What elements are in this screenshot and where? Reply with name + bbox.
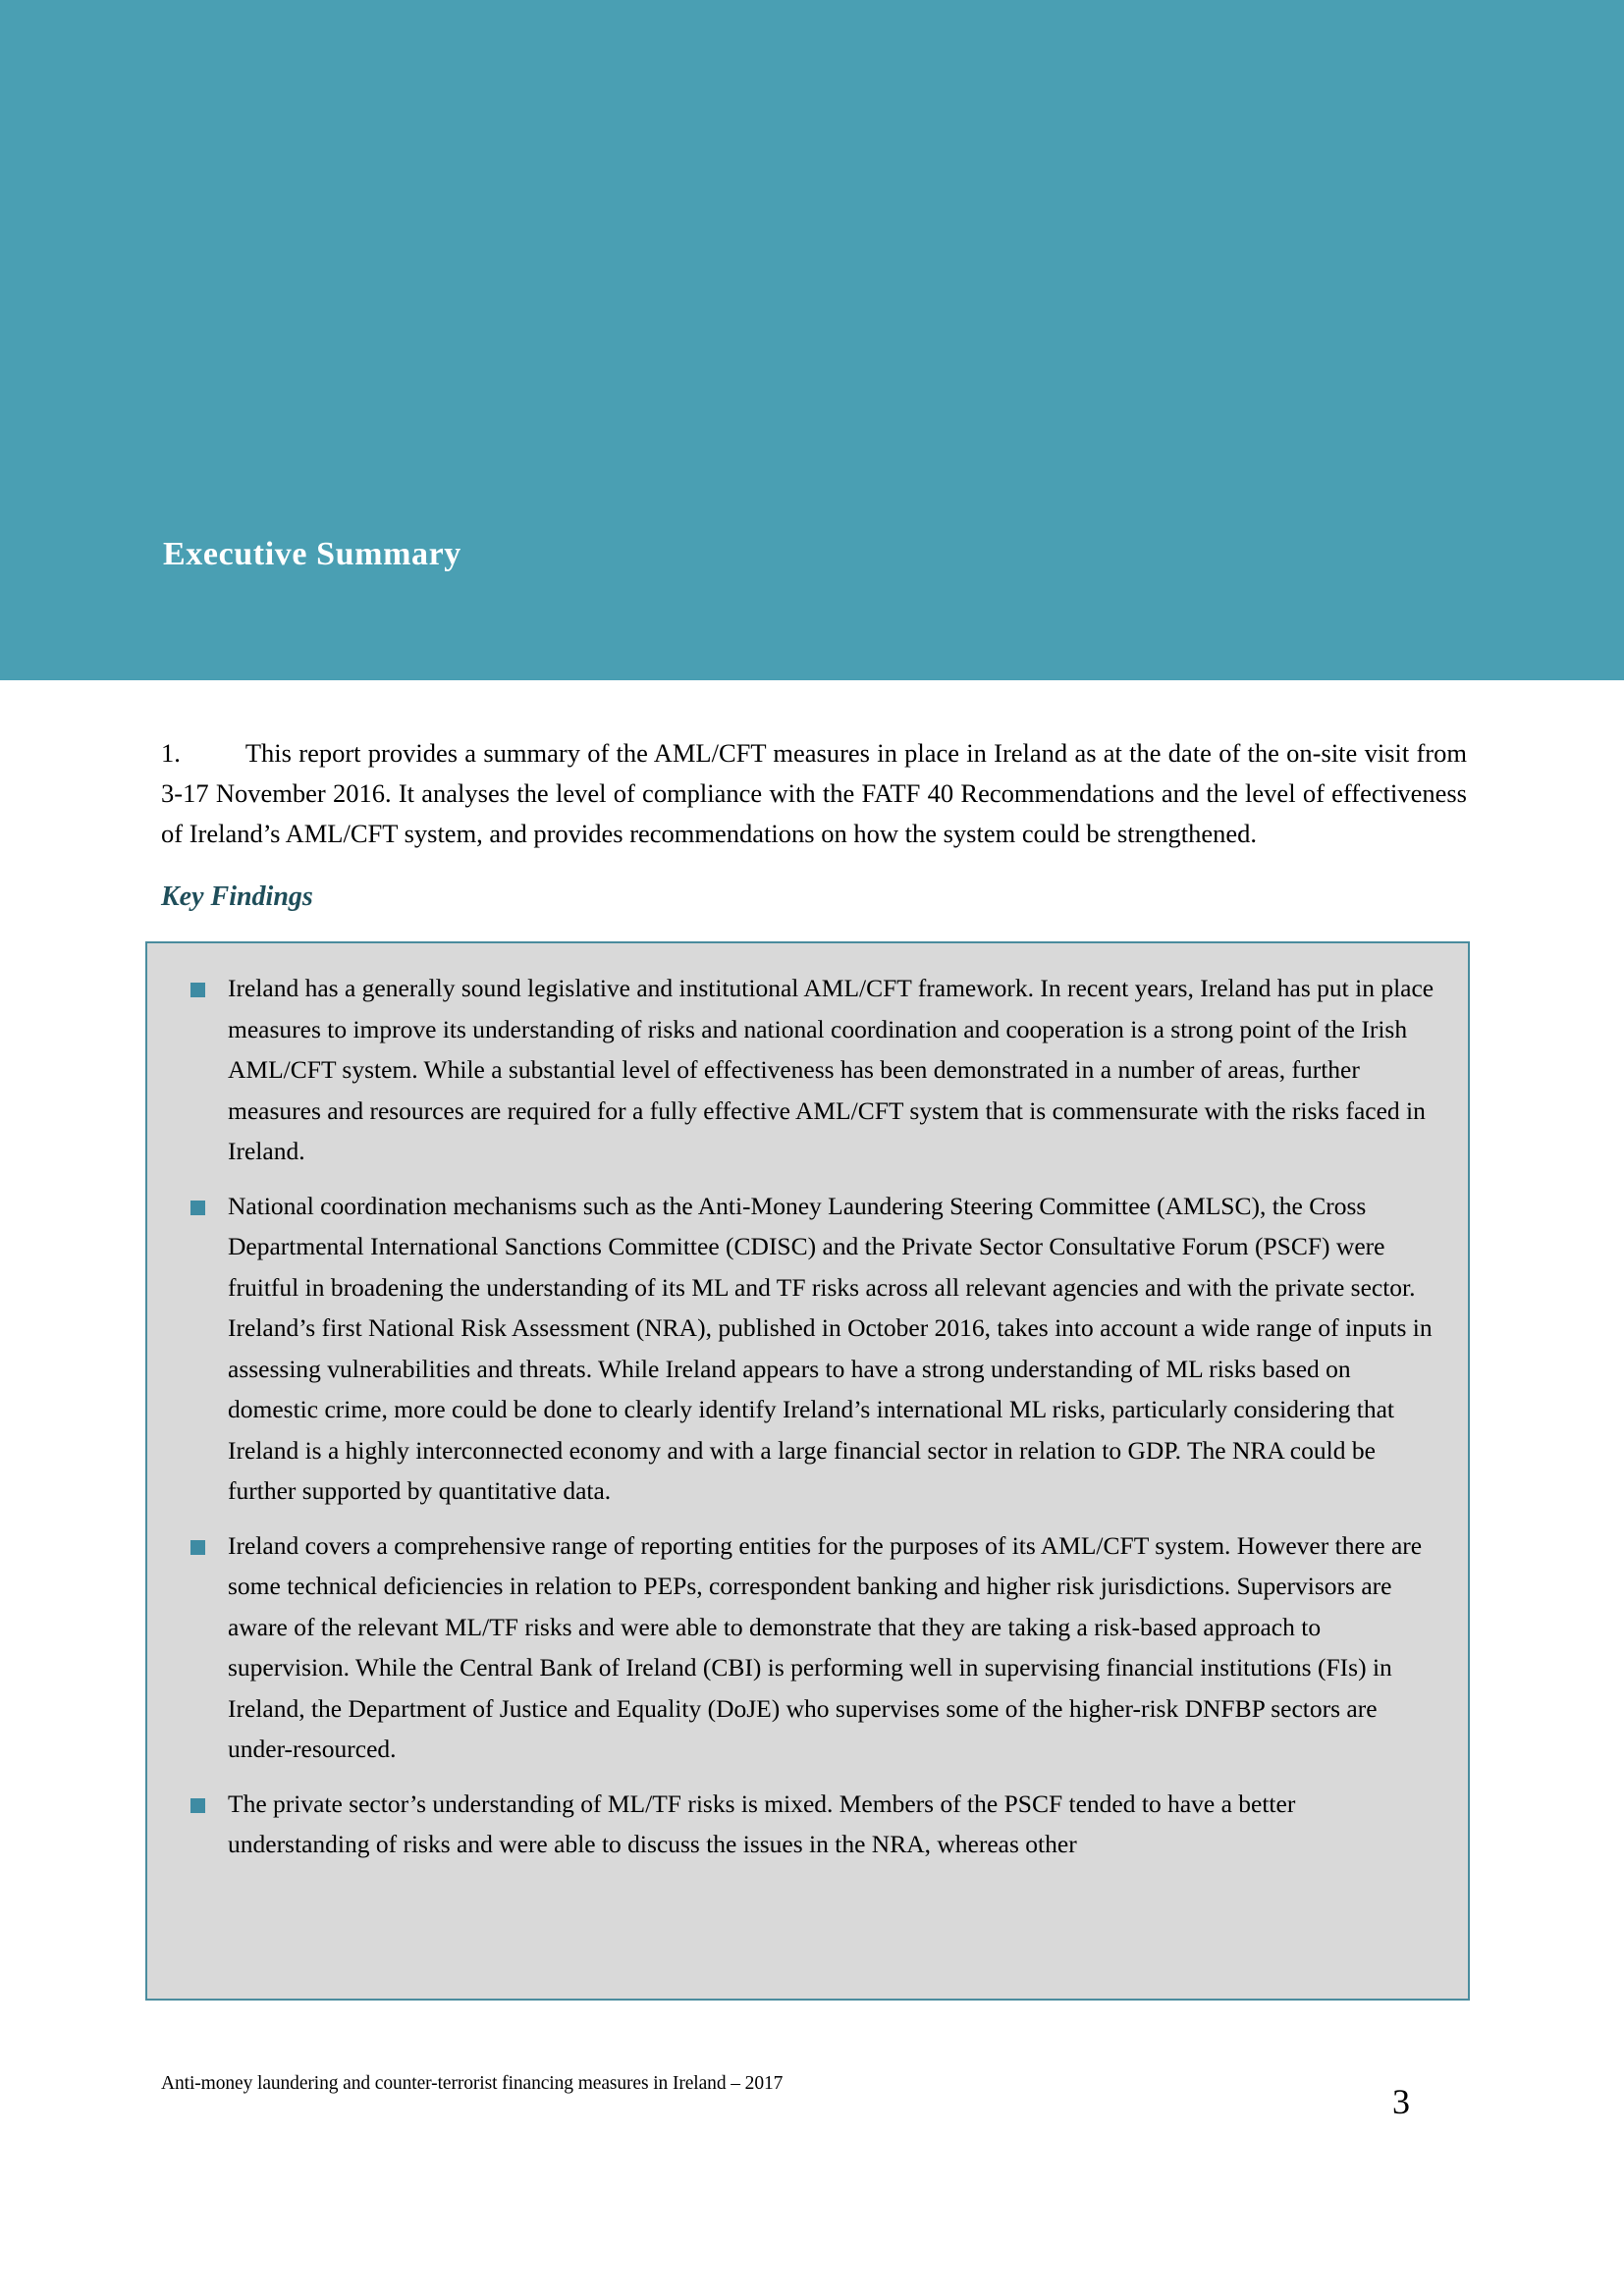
page-number: 3 — [1392, 2082, 1410, 2121]
key-findings-list — [147, 943, 1468, 1865]
list-item-text: The private sector’s understanding of ML/TF risks is mixed. Members of the PSCF tended to have a better understanding of risks and were able to discuss the issues in the NRA, whereas other — [228, 1789, 1296, 1858]
key-findings-box — [145, 941, 1470, 2001]
square-bullet-icon — [190, 1540, 205, 1555]
intro-paragraph — [161, 733, 1467, 854]
page-footer — [0, 2073, 1624, 2191]
footer-document-title: Anti-money laundering and counter-terrorist financing measures in Ireland – 2017 — [161, 2073, 784, 2094]
square-bullet-icon — [190, 1798, 205, 1813]
list-item — [173, 1525, 1442, 1770]
list-item-text: National coordination mechanisms such as the Anti-Money Laundering Steering Committee (AMLSC), the Cross Departmental International Sanctions Committee (CDISC) and the Private Sector Consultative Forum (PSCF) were fruitful in broadening the understanding of its ML and TF risks across all relevant agencies and with the private sector. Ireland’s first National Risk Assessment (NRA), published in October 2016, takes into account a wide range of inputs in assessing vulnerabilities and threats. While Ireland appears to have a strong understanding of ML risks based on domestic crime, more could be done to clearly identify Ireland’s international ML risks, particularly considering that Ireland is a highly interconnected economy and with a large financial sector in relation to GDP. The NRA could be further supported by quantitative data. — [228, 1191, 1433, 1505]
page-title: Executive Summary — [163, 536, 461, 572]
executive-summary-banner — [0, 0, 1624, 680]
list-item — [173, 968, 1442, 1172]
intro-paragraph-number: 1. — [161, 737, 181, 768]
square-bullet-icon — [190, 1201, 205, 1215]
page-content — [0, 680, 1624, 2296]
key-findings-heading: Key Findings — [161, 881, 313, 912]
intro-paragraph-text: This report provides a summary of the AML/CFT measures in place in Ireland as at the date of the on-site visit from 3-17 November 2016. It analyses the level of compliance with the FATF 40 Recommendations and the level of effectiveness of Ireland’s AML/CFT system, and provides recommendations on how the system could be strengthened. — [161, 737, 1467, 848]
list-item-text: Ireland covers a comprehensive range of reporting entities for the purposes of its AML/CFT system. However there are some technical deficiencies in relation to PEPs, correspondent banking and higher risk jurisdictions. Supervisors are aware of the relevant ML/TF risks and were able to demonstrate that they are taking a risk-based approach to supervision. While the Central Bank of Ireland (CBI) is performing well in supervising financial institutions (FIs) in Ireland, the Department of Justice and Equality (DoJE) who supervises some of the higher-risk DNFBP sectors are under-resourced. — [228, 1530, 1423, 1763]
square-bullet-icon — [190, 983, 205, 997]
list-item — [173, 1186, 1442, 1512]
list-item — [173, 1784, 1442, 1865]
list-item-text: Ireland has a generally sound legislative and institutional AML/CFT framework. In recent years, Ireland has put in place measures to improve its understanding of risks and national coordination and cooperation is a strong point of the Irish AML/CFT system. While a substantial level of effectiveness has been demonstrated in a number of areas, further measures and resources are required for a fully effective AML/CFT system that is commensurate with the risks faced in Ireland. — [228, 974, 1435, 1165]
